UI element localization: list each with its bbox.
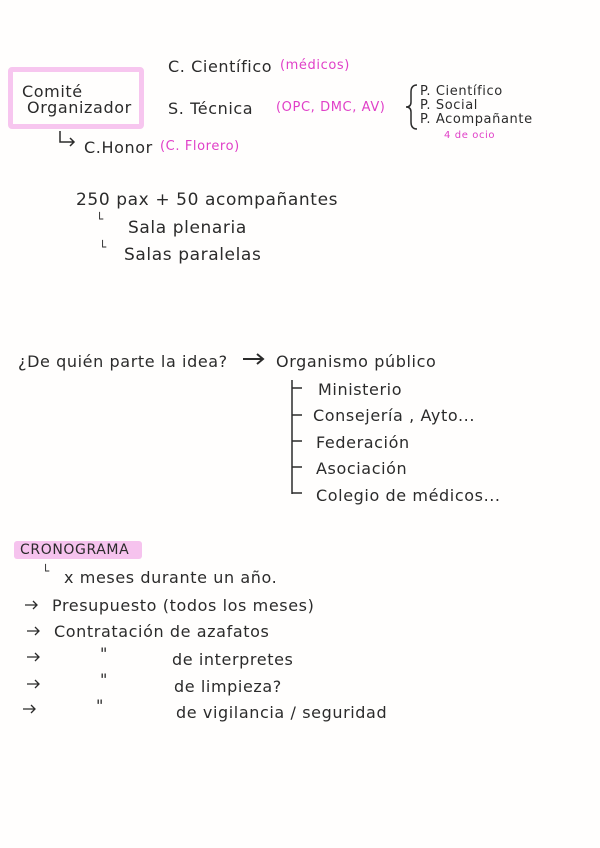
tree-branch-icon [288, 378, 304, 498]
cronograma-bullet: └ [42, 564, 50, 578]
idea-item: Ministerio [318, 380, 403, 399]
bullet-arrow-icon [22, 704, 38, 714]
honor-note: (C. Florero) [160, 139, 240, 154]
cientifico-label: C. Científico [168, 57, 273, 76]
tecnica-note: (OPC, DMC, AV) [276, 100, 386, 115]
curly-brace-icon [405, 84, 419, 130]
idea-item: Consejería , Ayto... [313, 406, 476, 425]
idea-item: Asociación [316, 459, 408, 478]
ditto-mark: " [100, 644, 108, 663]
cronograma-item: de limpieza? [174, 677, 282, 696]
idea-answer: Organismo público [276, 352, 437, 371]
comite-title-line2: Organizador [27, 98, 132, 117]
program-item: P. Social [420, 98, 479, 113]
cronograma-item: Presupuesto (todos los meses) [52, 596, 315, 615]
programs-note: 4 de ocio [444, 130, 496, 141]
program-item: P. Acompañante [420, 112, 533, 127]
idea-item: Federación [316, 433, 410, 452]
attendance-main: 250 pax + 50 acompañantes [76, 190, 339, 210]
branch-arrow-icon [58, 130, 78, 148]
attendance-item: Salas paralelas [124, 245, 262, 265]
bullet-arrow-icon [26, 652, 42, 662]
cronograma-sub: x meses durante un año. [64, 568, 278, 587]
attendance-item: Sala plenaria [128, 218, 247, 238]
ditto-mark: " [100, 670, 108, 689]
honor-label: C.Honor [84, 138, 153, 157]
comite-title-line1: Comité [22, 82, 83, 101]
right-arrow-icon [242, 353, 266, 365]
cronograma-item: Contratación de azafatos [54, 622, 270, 641]
cronograma-title: CRONOGRAMA [20, 542, 130, 558]
bullet-arrow-icon [26, 679, 42, 689]
cronograma-item: de vigilancia / seguridad [176, 703, 388, 722]
idea-item: Colegio de médicos... [316, 486, 501, 505]
program-item: P. Científico [420, 84, 503, 99]
attendance-bullet: └ [96, 212, 104, 226]
tecnica-label: S. Técnica [168, 99, 254, 118]
ditto-mark: " [96, 696, 104, 715]
attendance-bullet: └ [99, 240, 107, 254]
bullet-arrow-icon [26, 626, 42, 636]
cronograma-item: de interpretes [172, 650, 294, 669]
idea-question: ¿De quién parte la idea? [18, 352, 228, 371]
cientifico-note: (médicos) [280, 58, 350, 73]
bullet-arrow-icon [24, 600, 40, 610]
